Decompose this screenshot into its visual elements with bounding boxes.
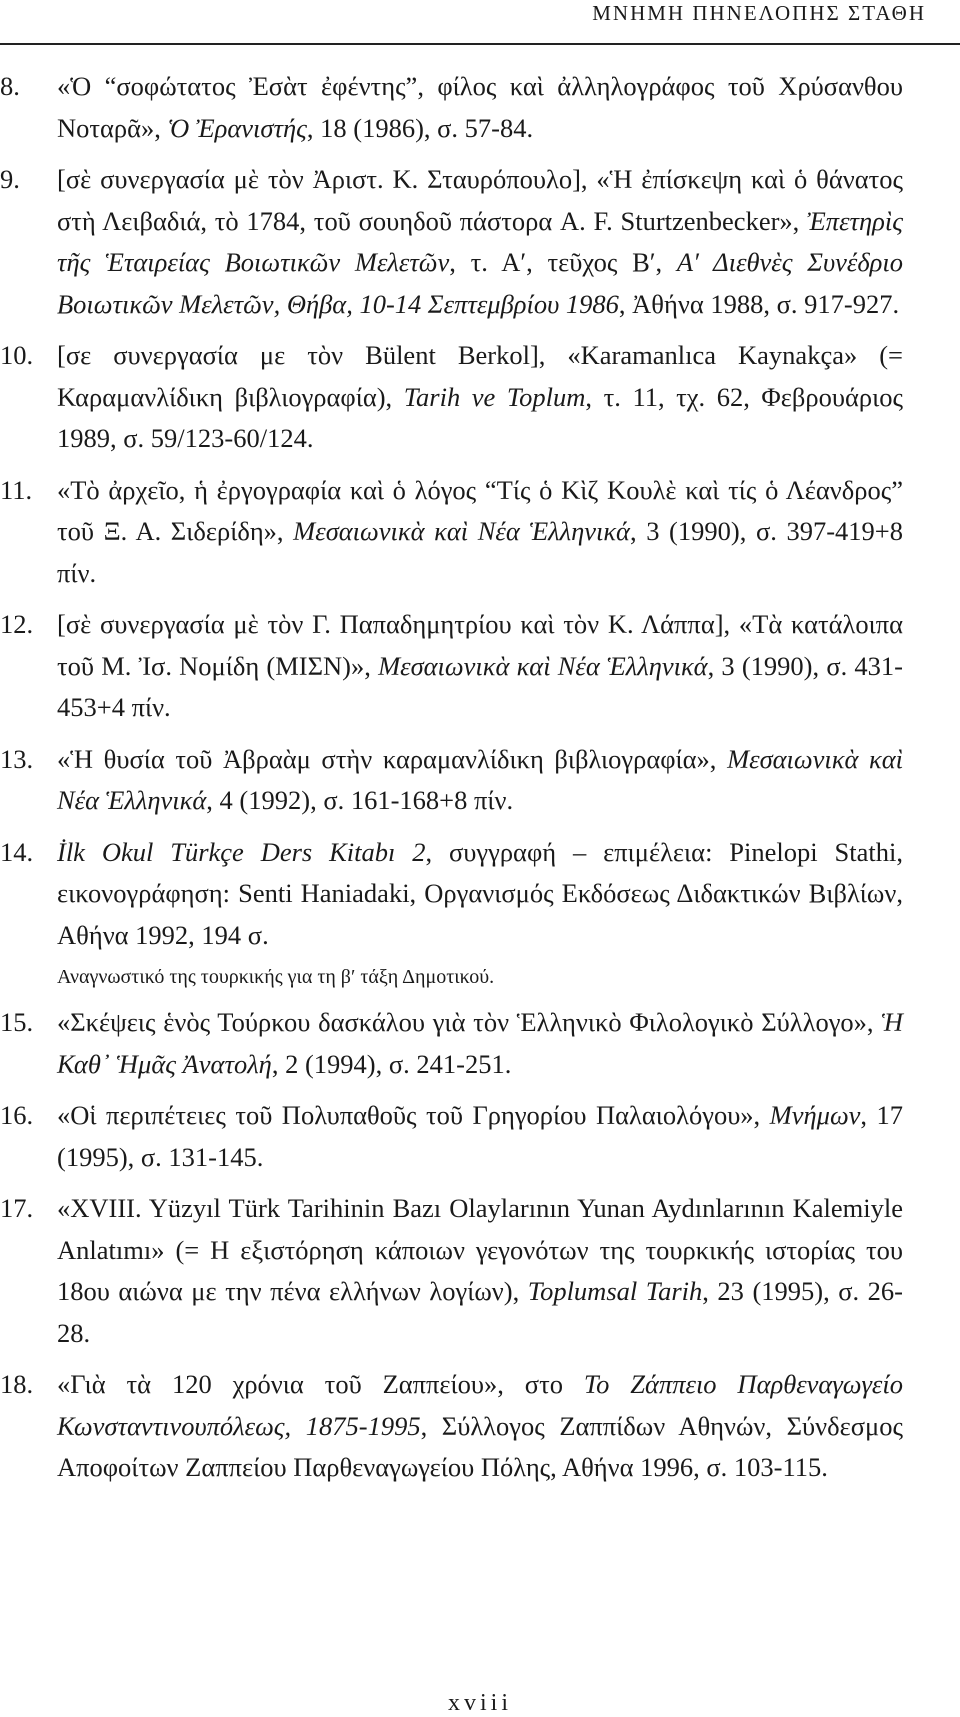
bibliography-entry (0, 1095, 903, 1178)
entry-text (57, 470, 903, 595)
entry-text-segment: , 23 (1995), σ. 26-28. (57, 1276, 904, 1348)
entry-title-italic: İlk Okul Türkçe Ders Kitabı 2 (57, 836, 426, 867)
entry-text-segment: , τ. 11, τχ. 62, Φεβρουάριος 1989, σ. 59/123-60/124. (57, 381, 903, 453)
entry-number: 16. (0, 1100, 34, 1130)
bibliography-entry (0, 335, 903, 460)
entry-text (57, 66, 903, 149)
entry-text-segment: , 2 (1994), σ. 241-251. (271, 1048, 512, 1079)
entry-title-italic: Ἐπετηρὶς τῆς Ἑταιρείας Βοιωτικῶν Μελετῶν (57, 205, 903, 277)
entry-text-segment: , Ἀθήνα 1988, σ. 917-927. (618, 288, 900, 319)
entry-number: 14. (0, 836, 34, 867)
entry-text-segment: , 3 (1990), σ. 431-453+4 πίν. (57, 650, 903, 722)
entry-text-segment: «Ὁ “σοφώτατος Ἐσὰτ ἐφέντης”, φίλος καὶ ἀλληλογράφος τοῦ Χρύσανθου Νοταρᾶ», (57, 71, 903, 143)
entry-title-italic: Μεσαιωνικὰ καὶ Νέα Ἑλληνικά (57, 743, 903, 815)
entry-text-segment: «Σκέψεις ἑνὸς Τούρκου δασκάλου γιὰ τὸν Ἑλληνικὸ Φιλολογικὸ Σύλλογο», (57, 1007, 882, 1037)
entry-number: 17. (0, 1193, 34, 1223)
page-number: xviii (447, 1690, 512, 1716)
entry-number: 8. (0, 71, 20, 101)
entry-text (57, 832, 903, 957)
bibliography-entry (0, 832, 903, 993)
entry-number: 11. (0, 474, 33, 505)
entry-title-italic: Ἡ Καθ᾽ Ἡμᾶς Ἀνατολή (57, 1007, 903, 1079)
entry-text-segment: «Τὸ ἀρχεῖο, ἡ ἐργογραφία καὶ ὁ λόγος “Τίς ὁ Κὶζ Κουλὲ καὶ τίς ὁ Λέανδρος” τοῦ Ξ. Α. Σιδερίδη», (57, 474, 903, 546)
bibliography-entry (0, 159, 903, 325)
entry-text (57, 1188, 903, 1354)
bibliography-entry (0, 739, 903, 822)
entry-text-segment: «Ἡ θυσία τοῦ Ἀβραὰμ στὴν καραμανλίδικη βιβλιογραφία», (57, 743, 728, 774)
entry-text-segment: , 4 (1992), σ. 161-168+8 πίν. (206, 785, 514, 815)
entry-text-segment: [σὲ συνεργασία μὲ τὸν Γ. Παπαδημητρίου καὶ τὸν Κ. Λάππα], «Τὰ κατάλοιπα τοῦ Μ. Ἰσ. Νομίδη (ΜΙΣΝ)», (57, 609, 903, 681)
entry-text-segment: «Οἱ περιπέτειες τοῦ Πολυπαθοῦς τοῦ Γρηγορίου Παλαιολόγου», (57, 1100, 770, 1130)
entry-text-segment: , 3 (1990), σ. 397-419+8 πίν. (57, 516, 903, 588)
entry-text-segment: [σε συνεργασία με τὸν Bülent Berkol], «Karamanlıca Kaynakça» (= Καραμανλίδικη βιβλιογραφία), (57, 340, 903, 412)
entry-note: Αναγνωστικό της τουρκικής για τη β′ τάξη Δημοτικού. (57, 966, 495, 988)
bibliography-entry (0, 604, 903, 729)
entry-text (57, 1095, 903, 1178)
entry-text-segment: , τ. Α′, τεῦχος Β′, (449, 247, 677, 277)
entry-text (57, 335, 903, 460)
entry-title-italic: Α′ Διεθνὲς Συνέδριο Βοιωτικῶν Μελετῶν, Θήβα, 10-14 Σεπτεμβρίου 1986 (57, 247, 904, 319)
bibliography-entry (0, 1364, 903, 1489)
entry-title-italic: Μεσαιωνικὰ καὶ Νέα Ἑλληνικά (378, 650, 708, 681)
entry-text-segment: , 18 (1986), σ. 57-84. (306, 112, 534, 143)
bibliography-entry (0, 1188, 903, 1354)
running-head: ΜΝΗΜΗ ΠΗΝΕΛΟΠΗΣ ΣΤΑΘΗ (592, 1, 926, 25)
bibliography-list (0, 66, 960, 1499)
entry-number: 10. (0, 340, 34, 370)
entry-text (57, 1002, 903, 1085)
entry-title-italic: Tarih ve Toplum (403, 381, 586, 412)
entry-title-italic: Toplumsal Tarih (527, 1276, 703, 1306)
bibliography-entry (0, 1002, 903, 1085)
bibliography-entry (0, 470, 903, 595)
entry-text-segment: , 17 (1995), σ. 131-145. (57, 1100, 904, 1172)
entry-number: 12. (0, 609, 34, 639)
entry-text (57, 604, 903, 729)
header-rule (0, 43, 960, 45)
entry-number: 13. (0, 743, 34, 774)
entry-title-italic: Μνήμων (769, 1100, 861, 1130)
entry-text-segment: [σὲ συνεργασία μὲ τὸν Ἀριστ. Κ. Σταυρόπουλο], «Ἡ ἐπίσκεψη καὶ ὁ θάνατος στὴ Λειβαδιά, τὸ 1784, τοῦ σουηδοῦ πάστορα A. F. Sturtzenbecker», (57, 164, 903, 236)
entry-text-segment: , Σύλλογος Ζαππίδων Αθηνών, Σύνδεσμος Αποφοίτων Ζαππείου Παρθεναγωγείου Πόλης, Αθήνα 1996, σ. 103-115. (57, 1410, 903, 1482)
entry-text (57, 739, 903, 822)
entry-text-segment: «XVIII. Yüzyıl Türk Tarihinin Bazı Olaylarının Yunan Aydınlarının Kalemiyle Anlatımı» (= Η εξιστόρηση κάποιων γεγονότων της τουρκικής ιστορίας του 18ου αιώνα με την πένα ελλήνων λογίων), (57, 1193, 903, 1306)
entry-title-italic: Το Ζάππειο Παρθεναγωγείο Κωνσταντινουπόλεως, 1875-1995 (57, 1369, 903, 1441)
entry-number: 18. (0, 1369, 34, 1399)
entry-number: 15. (0, 1007, 34, 1037)
entry-text-segment: , συγγραφή – επιμέλεια: Pinelopi Stathi, εικονογράφηση: Senti Haniadaki, Οργανισμός Εκδόσεως Διδακτικών Βιβλίων, Αθήνα 1992, 194 σ. (57, 836, 903, 950)
entry-number: 9. (0, 164, 20, 194)
entry-text (57, 159, 903, 325)
entry-title-italic: Ὁ Ἐρανιστής (167, 112, 307, 143)
entry-text (57, 1364, 903, 1489)
entry-title-italic: Μεσαιωνικὰ καὶ Νέα Ἑλληνικά (293, 516, 630, 546)
bibliography-entry (0, 66, 903, 149)
entry-text-segment: «Γιὰ τὰ 120 χρόνια τοῦ Ζαππείου», στο (57, 1369, 584, 1399)
